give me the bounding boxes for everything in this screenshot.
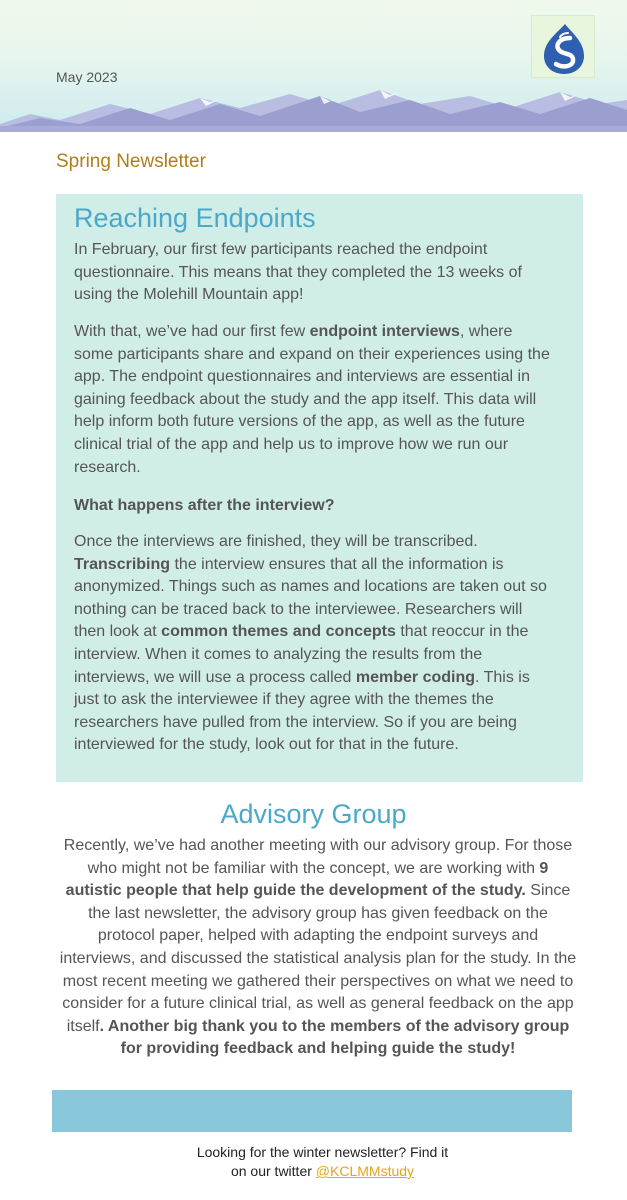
section-title: Reaching Endpoints bbox=[74, 203, 316, 233]
logo bbox=[531, 15, 595, 78]
subheading: What happens after the interview? bbox=[74, 497, 335, 514]
section-title: Advisory Group bbox=[220, 799, 407, 829]
newsletter-label: Spring Newsletter bbox=[56, 151, 206, 172]
paragraph: In February, our first few participants reached the endpoint questionnaire. This means that they completed the 13 weeks of using the Molehill Mountain app! bbox=[74, 241, 522, 304]
twitter-link[interactable]: @KCLMMstudy bbox=[315, 1163, 415, 1179]
footer-text-line: on our twitter @KCLMMstudy bbox=[230, 1163, 415, 1179]
footer bbox=[0, 1143, 627, 1181]
paragraph: With that, we’ve had our first few endpoint interviews, where some participants share and expand on their experiences using the app. The endpoint questionnaires and interviews are essential in gaining feedback about the study and the app itself. This data will help inform both future versions of the app, as well as the future clinical trial of the app and help us to improve how we run our research. bbox=[74, 323, 550, 476]
mountain-range-icon bbox=[0, 84, 627, 132]
advisory-paragraph: Recently, we’ve had another meeting with our advisory group. For those who might not be familiar with the concept, we are working with 9 autistic people that help guide the development of the study. Since the last newsletter, the advisory group has given feedback on the protocol paper, helped with adapting the endpoint surveys and interviews, and discussed the statistical analysis plan for the study. In the most recent meeting we gathered their perspectives on what we need to consider for a future clinical trial, as well as general feedback on the app itself. Another big thank you to the members of the advisory group for providing feedback and helping guide the study! bbox=[59, 837, 577, 1058]
divider-bar bbox=[52, 1090, 572, 1132]
issue-date: May 2023 bbox=[56, 69, 118, 85]
paragraph: Once the interviews are finished, they will be transcribed. Transcribing the interview ensures that all the information is anonymized. Things such as names and locations are taken out so nothing can be traced back to the interviewee. Researchers will then look at common themes and concepts that reoccur in the interview. When it comes to analyzing the results from the interviews, we will use a process called member coding. This is just to ask the interviewee if they agree with the themes the researchers have pulled from the interview. So if you are being interviewed for the study, look out for that in the future. bbox=[74, 533, 547, 754]
header-banner bbox=[0, 0, 627, 132]
footer-text: Looking for the winter newsletter? Find it bbox=[196, 1144, 449, 1160]
water-drop-s-logo-icon bbox=[532, 16, 596, 79]
